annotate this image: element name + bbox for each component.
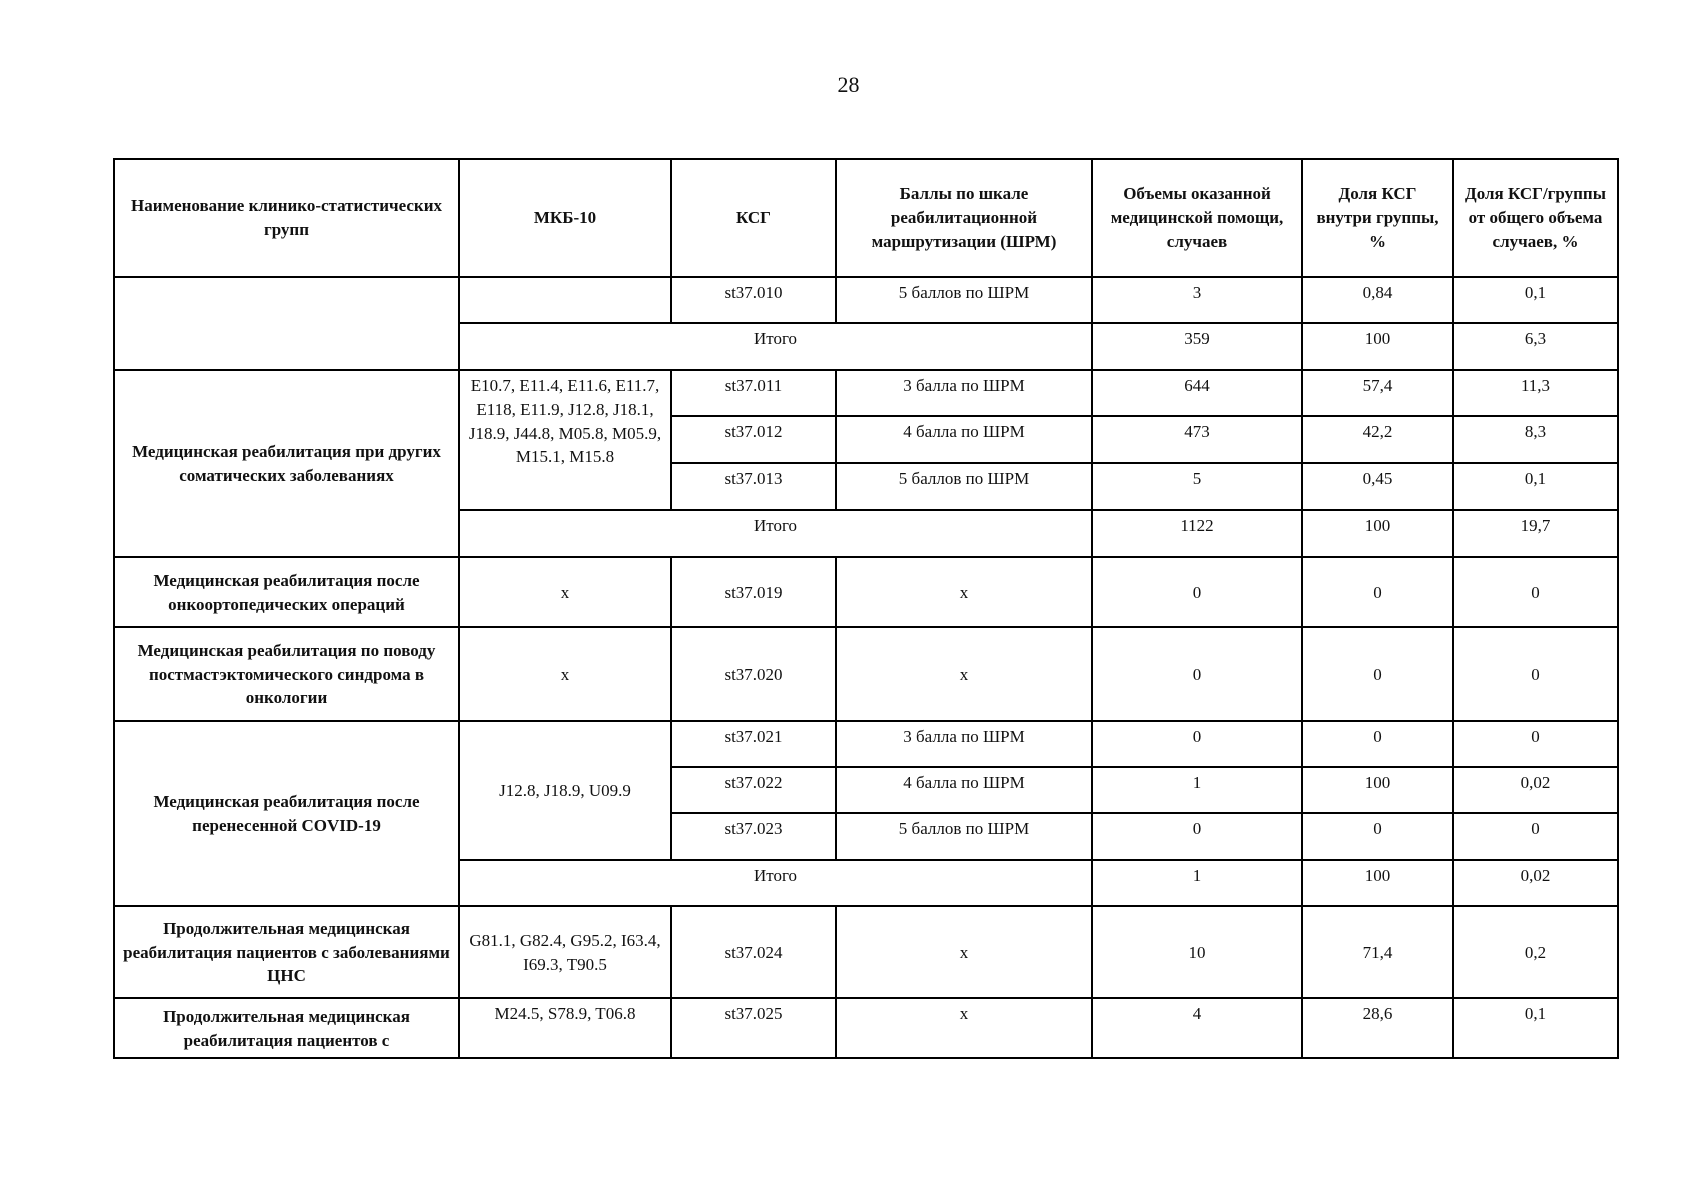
mkb-cell: x <box>459 557 671 627</box>
header-share-in-group: Доля КСГ внутри группы, % <box>1302 159 1453 277</box>
total-share-cell: 0 <box>1453 813 1618 860</box>
table-row <box>114 998 1618 1058</box>
total-share-cell: 0 <box>1453 721 1618 767</box>
ksg-cell: st37.023 <box>671 813 836 860</box>
shrm-cell: x <box>836 998 1092 1058</box>
group-name-cell: Продолжительная медицинская реабилитация пациентов с <box>114 998 459 1058</box>
header-group-name: Наименование клинико-статистических групп <box>114 159 459 277</box>
mkb-cell: E10.7, E11.4, E11.6, E11.7, E118, E11.9, J12.8, J18.1, J18.9, J44.8, M05.8, M05.9, M15.1, M15.8 <box>459 370 671 510</box>
ksg-cell: st37.020 <box>671 627 836 721</box>
table-row <box>114 627 1618 721</box>
share-cell: 0 <box>1302 627 1453 721</box>
share-cell: 57,4 <box>1302 370 1453 416</box>
header-mkb: МКБ-10 <box>459 159 671 277</box>
mkb-cell: J12.8, J18.9, U09.9 <box>459 721 671 860</box>
share-cell: 0 <box>1302 557 1453 627</box>
total-share-cell: 0 <box>1453 627 1618 721</box>
shrm-cell: 3 балла по ШРМ <box>836 721 1092 767</box>
ksg-table <box>113 158 1619 1059</box>
ksg-cell: st37.012 <box>671 416 836 463</box>
shrm-cell: x <box>836 906 1092 998</box>
ksg-cell: st37.021 <box>671 721 836 767</box>
total-share-cell: 19,7 <box>1453 510 1618 557</box>
share-cell: 0 <box>1302 813 1453 860</box>
shrm-cell: 4 балла по ШРМ <box>836 767 1092 813</box>
share-cell: 42,2 <box>1302 416 1453 463</box>
ksg-cell: st37.013 <box>671 463 836 510</box>
shrm-cell: x <box>836 557 1092 627</box>
total-share-cell: 0 <box>1453 557 1618 627</box>
share-cell: 0 <box>1302 721 1453 767</box>
shrm-cell: 4 балла по ШРМ <box>836 416 1092 463</box>
group-name-cell: Медицинская реабилитация после перенесенной COVID-19 <box>114 721 459 906</box>
total-share-cell: 0,02 <box>1453 860 1618 906</box>
header-volume: Объемы оказанной медицинской помощи, случаев <box>1092 159 1302 277</box>
volume-cell: 5 <box>1092 463 1302 510</box>
header-shrm: Баллы по шкале реабилитационной маршрутизации (ШРМ) <box>836 159 1092 277</box>
itogo-label: Итого <box>459 510 1092 557</box>
itogo-label: Итого <box>459 323 1092 370</box>
volume-cell: 0 <box>1092 627 1302 721</box>
volume-cell: 1122 <box>1092 510 1302 557</box>
ksg-cell: st37.011 <box>671 370 836 416</box>
volume-cell: 4 <box>1092 998 1302 1058</box>
ksg-cell: st37.024 <box>671 906 836 998</box>
header-share-total: Доля КСГ/группы от общего объема случаев, % <box>1453 159 1618 277</box>
shrm-cell: 5 баллов по ШРМ <box>836 813 1092 860</box>
group-name-cell: Медицинская реабилитация после онкоортопедических операций <box>114 557 459 627</box>
mkb-cell: x <box>459 627 671 721</box>
volume-cell: 3 <box>1092 277 1302 323</box>
share-cell: 100 <box>1302 767 1453 813</box>
total-share-cell: 11,3 <box>1453 370 1618 416</box>
volume-cell: 10 <box>1092 906 1302 998</box>
shrm-cell: x <box>836 627 1092 721</box>
share-cell: 0,84 <box>1302 277 1453 323</box>
shrm-cell: 5 баллов по ШРМ <box>836 277 1092 323</box>
group-name-cell: Медицинская реабилитация по поводу постмастэктомического синдрома в онкологии <box>114 627 459 721</box>
group-name-cell: Продолжительная медицинская реабилитация пациентов с заболеваниями ЦНС <box>114 906 459 998</box>
itogo-label: Итого <box>459 860 1092 906</box>
table-row <box>114 721 1618 767</box>
total-share-cell: 0,1 <box>1453 998 1618 1058</box>
volume-cell: 473 <box>1092 416 1302 463</box>
ksg-cell: st37.010 <box>671 277 836 323</box>
share-cell: 28,6 <box>1302 998 1453 1058</box>
table-row <box>114 557 1618 627</box>
mkb-cell: G81.1, G82.4, G95.2, I63.4, I69.3, T90.5 <box>459 906 671 998</box>
volume-cell: 1 <box>1092 767 1302 813</box>
volume-cell: 644 <box>1092 370 1302 416</box>
total-share-cell: 0,02 <box>1453 767 1618 813</box>
share-cell: 71,4 <box>1302 906 1453 998</box>
table-row <box>114 277 1618 323</box>
table-row <box>114 370 1618 416</box>
total-share-cell: 0,2 <box>1453 906 1618 998</box>
total-share-cell: 6,3 <box>1453 323 1618 370</box>
volume-cell: 0 <box>1092 813 1302 860</box>
ksg-cell: st37.022 <box>671 767 836 813</box>
share-cell: 100 <box>1302 510 1453 557</box>
total-share-cell: 0,1 <box>1453 277 1618 323</box>
share-cell: 100 <box>1302 860 1453 906</box>
volume-cell: 359 <box>1092 323 1302 370</box>
ksg-cell: st37.025 <box>671 998 836 1058</box>
ksg-cell: st37.019 <box>671 557 836 627</box>
shrm-cell: 3 балла по ШРМ <box>836 370 1092 416</box>
share-cell: 0,45 <box>1302 463 1453 510</box>
group-name-cell <box>114 277 459 370</box>
total-share-cell: 0,1 <box>1453 463 1618 510</box>
table-header-row <box>114 159 1618 277</box>
volume-cell: 1 <box>1092 860 1302 906</box>
shrm-cell: 5 баллов по ШРМ <box>836 463 1092 510</box>
mkb-cell <box>459 277 671 323</box>
share-cell: 100 <box>1302 323 1453 370</box>
table-row <box>114 906 1618 998</box>
volume-cell: 0 <box>1092 557 1302 627</box>
group-name-cell: Медицинская реабилитация при других соматических заболеваниях <box>114 370 459 557</box>
volume-cell: 0 <box>1092 721 1302 767</box>
header-ksg: КСГ <box>671 159 836 277</box>
total-share-cell: 8,3 <box>1453 416 1618 463</box>
page-number: 28 <box>837 72 860 97</box>
mkb-cell: M24.5, S78.9, T06.8 <box>459 998 671 1058</box>
